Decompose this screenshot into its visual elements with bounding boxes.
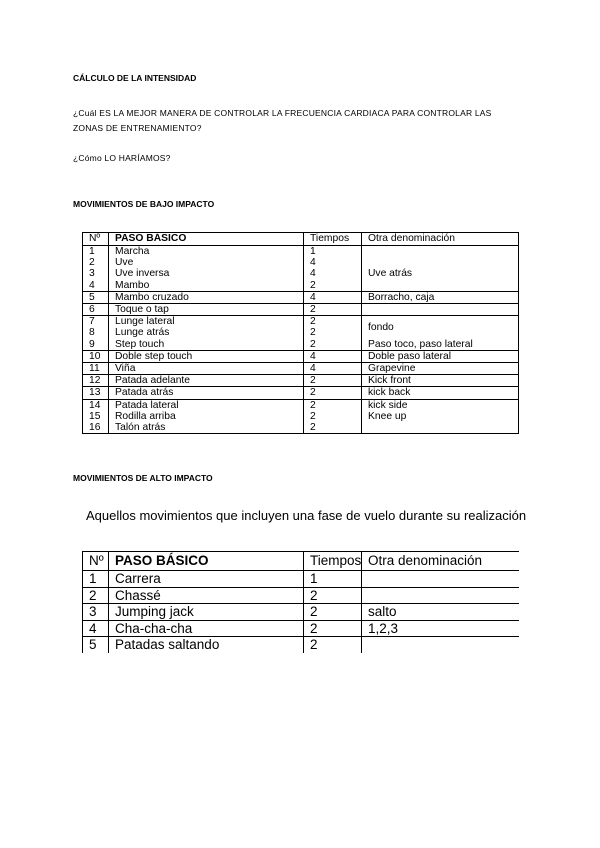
cell-tiempos: 2: [304, 620, 362, 637]
table-header-row: [83, 552, 519, 571]
table-row: [83, 280, 519, 292]
table-row: [83, 291, 519, 303]
cell-paso: Viña: [109, 363, 304, 375]
cell-tiempos: 2: [304, 339, 362, 351]
low-impact-heading: MOVIMIENTOS DE BAJO IMPACTO: [73, 199, 215, 209]
cell-otra: [362, 422, 519, 434]
question-line-1: ¿Cuál ES LA MEJOR MANERA DE CONTROLAR LA FRECUENCIA CARDIACA PARA CONTROLAR LAS: [73, 108, 492, 118]
table-row: [83, 399, 519, 411]
cell-tiempos: 2: [304, 375, 362, 387]
high-impact-description: Aquellos movimientos que incluyen una fase de vuelo durante su realización: [86, 508, 527, 523]
cell-number: 8: [83, 327, 109, 338]
table-row: [83, 257, 519, 268]
cell-tiempos: 2: [304, 411, 362, 422]
cell-number: 11: [83, 363, 109, 375]
cell-paso: Lunge lateral: [109, 316, 304, 328]
cell-tiempos: 4: [304, 363, 362, 375]
col-header-paso: PASO BÁSICO: [109, 233, 304, 246]
cell-number: 2: [83, 587, 109, 604]
col-header-tiempos: Tiempos: [304, 233, 362, 246]
cell-otra: kick side: [362, 399, 519, 411]
question-line-2: ZONAS DE ENTRENAMIENTO?: [73, 123, 202, 133]
table-row: [83, 604, 519, 621]
cell-number: 12: [83, 375, 109, 387]
cell-paso: Patada lateral: [109, 399, 304, 411]
table-header-row: [83, 233, 519, 246]
cell-paso: Uve: [109, 257, 304, 268]
table-row: [83, 268, 519, 279]
cell-paso: Patada adelante: [109, 375, 304, 387]
cell-otra: [362, 587, 519, 604]
cell-paso: Mambo cruzado: [109, 291, 304, 303]
cell-otra: salto: [362, 604, 519, 621]
high-impact-heading: MOVIMIENTOS DE ALTO IMPACTO: [73, 473, 213, 483]
cell-tiempos: 4: [304, 291, 362, 303]
cell-otra: Paso toco, paso lateral: [362, 339, 519, 351]
cell-paso: Uve inversa: [109, 268, 304, 279]
cell-tiempos: 4: [304, 268, 362, 279]
table-row: [83, 246, 519, 258]
col-header-number: Nº: [83, 552, 109, 571]
cell-otra: [362, 280, 519, 292]
cell-otra: [362, 257, 519, 268]
table-row: [83, 350, 519, 362]
cell-otra: [362, 246, 519, 258]
cell-number: 16: [83, 422, 109, 434]
high-impact-table: [82, 551, 519, 653]
cell-tiempos: 2: [304, 422, 362, 434]
col-header-number: Nº: [83, 233, 109, 246]
cell-number: 13: [83, 387, 109, 399]
cell-number: 5: [83, 637, 109, 653]
cell-otra: Kick front: [362, 375, 519, 387]
cell-tiempos: 2: [304, 587, 362, 604]
table-row: [83, 339, 519, 351]
cell-otra: kick back: [362, 387, 519, 399]
question-heart-rate: [73, 106, 533, 136]
low-impact-table: [82, 232, 519, 434]
table-row: [83, 620, 519, 637]
table-row: [83, 411, 519, 422]
cell-tiempos: 1: [304, 246, 362, 258]
table-row: [83, 637, 519, 653]
cell-number: 9: [83, 339, 109, 351]
col-header-tiempos: Tiempos: [304, 552, 362, 571]
cell-number: 10: [83, 350, 109, 362]
cell-paso: Chassé: [109, 587, 304, 604]
cell-tiempos: 2: [304, 387, 362, 399]
cell-tiempos: 2: [304, 637, 362, 653]
cell-number: 4: [83, 620, 109, 637]
cell-tiempos: 2: [304, 280, 362, 292]
cell-paso: Patadas saltando: [109, 637, 304, 653]
table-row: [83, 422, 519, 434]
cell-number: 5: [83, 291, 109, 303]
col-header-otra: Otra denominación: [362, 233, 519, 246]
cell-paso: Toque o tap: [109, 304, 304, 316]
cell-paso: Carrera: [109, 571, 304, 588]
cell-otra: Knee up: [362, 411, 519, 422]
cell-tiempos: 2: [304, 304, 362, 316]
cell-paso: Patada atrás: [109, 387, 304, 399]
cell-otra: Borracho, caja: [362, 291, 519, 303]
cell-paso: Doble step touch: [109, 350, 304, 362]
cell-otra: Uve atrás: [362, 268, 519, 279]
cell-otra: [362, 637, 519, 653]
cell-otra: Grapevine: [362, 363, 519, 375]
cell-paso: Rodilla arriba: [109, 411, 304, 422]
col-header-otra: Otra denominación: [362, 552, 519, 571]
cell-number: 1: [83, 571, 109, 588]
cell-tiempos: 2: [304, 399, 362, 411]
cell-number: 4: [83, 280, 109, 292]
cell-otra: [362, 304, 519, 316]
question-how: ¿Cómo LO HARÍAMOS?: [73, 153, 171, 163]
table-row: [83, 587, 519, 604]
cell-otra: fondo: [362, 316, 519, 339]
cell-paso: Jumping jack: [109, 604, 304, 621]
cell-number: 1: [83, 246, 109, 258]
table-row: [83, 304, 519, 316]
table-row: [83, 387, 519, 399]
cell-otra: Doble paso lateral: [362, 350, 519, 362]
cell-tiempos: 4: [304, 350, 362, 362]
cell-paso: Talón atrás: [109, 422, 304, 434]
cell-number: 6: [83, 304, 109, 316]
cell-number: 14: [83, 399, 109, 411]
cell-tiempos: 2: [304, 604, 362, 621]
table-row: [83, 316, 519, 328]
cell-paso: Marcha: [109, 246, 304, 258]
cell-number: 3: [83, 604, 109, 621]
cell-tiempos: 4: [304, 257, 362, 268]
cell-paso: Lunge atrás: [109, 327, 304, 338]
col-header-paso: PASO BÁSICO: [109, 552, 304, 571]
cell-tiempos: 2: [304, 327, 362, 338]
table-row: [83, 363, 519, 375]
cell-number: 2: [83, 257, 109, 268]
cell-number: 7: [83, 316, 109, 328]
cell-paso: Cha-cha-cha: [109, 620, 304, 637]
cell-tiempos: 1: [304, 571, 362, 588]
intensity-heading: CÁLCULO DE LA INTENSIDAD: [73, 73, 197, 83]
cell-paso: Step touch: [109, 339, 304, 351]
cell-otra: [362, 571, 519, 588]
cell-number: 15: [83, 411, 109, 422]
table-row: [83, 375, 519, 387]
cell-otra: 1,2,3: [362, 620, 519, 637]
cell-number: 3: [83, 268, 109, 279]
cell-tiempos: 2: [304, 316, 362, 328]
table-row: [83, 571, 519, 588]
cell-paso: Mambo: [109, 280, 304, 292]
